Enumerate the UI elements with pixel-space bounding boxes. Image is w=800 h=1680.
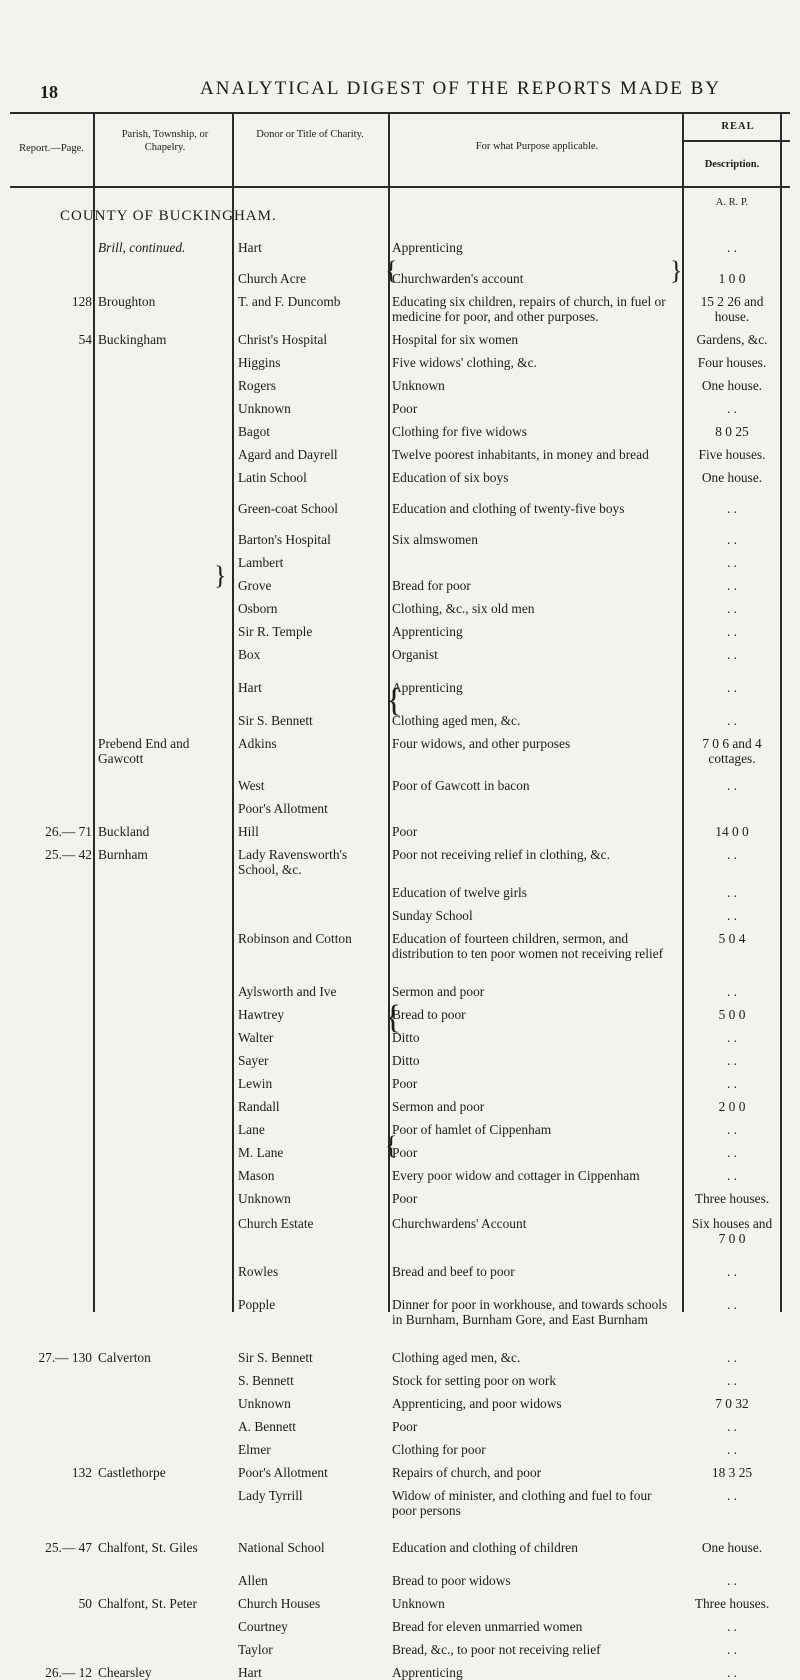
real-description: . . [726,1030,738,1045]
purpose-text: Four widows, and other purposes [392,736,571,751]
real-description: . . [726,1122,738,1137]
real-description: 5 0 0 [718,1007,746,1022]
purpose-text: Unknown [392,378,445,393]
brace: } [214,561,227,590]
header-purpose: For what Purpose applicable. [475,141,599,152]
purpose-text: Apprenticing [392,624,463,639]
report-page: 128 [71,294,92,309]
report-page: 132 [71,1465,92,1480]
donor-name: Grove [238,578,272,593]
real-description: 2 0 0 [718,1099,746,1114]
purpose-text: Poor [392,1145,418,1160]
real-description: . . [726,1297,738,1312]
purpose-text: Clothing for five widows [392,424,528,439]
donor-name: Hart [238,680,262,695]
donor-name: Green-coat School [238,501,339,516]
real-description: Three houses. [694,1191,770,1206]
donor-name: Higgins [238,355,281,370]
purpose-text: Poor not receiving relief in clothing, &c. [392,847,610,862]
purpose-text: Churchwarden's account [392,271,524,286]
brace: { [385,999,402,1036]
real-description: 7 0 6 and 4 cottages. [702,736,762,766]
real-description: . . [726,1619,738,1634]
donor-name: Church Estate [238,1216,314,1231]
col-rule-5 [780,112,782,1312]
real-description: 18 3 25 [711,1465,753,1480]
running-head: ANALYTICAL DIGEST OF THE REPORTS MADE BY [200,78,722,99]
purpose-text: Widow of minister, and clothing and fuel to four poor persons [392,1488,652,1518]
donor-name: Barton's Hospital [238,532,331,547]
purpose-text: Education of six boys [392,470,509,485]
parish-name: Buckingham [98,332,167,347]
report-page: 54 [78,332,92,347]
real-description: . . [726,1642,738,1657]
real-description: . . [726,1168,738,1183]
header-donor: Donor or Title of Charity. [256,129,364,140]
real-description: 7 0 32 [715,1396,749,1411]
real-description: 15 2 26 and house. [700,294,764,324]
purpose-text: Dinner for poor in workhouse, and towards schools in Burnham, Burnham Gore, and East Burnham [392,1297,668,1327]
purpose-text: Clothing for poor [392,1442,486,1457]
donor-name: Mason [238,1168,275,1183]
real-description: . . [726,501,738,516]
purpose-text: Clothing aged men, &c. [392,713,521,728]
donor-name: Christ's Hospital [238,332,328,347]
real-description: . . [726,778,738,793]
real-description: . . [726,984,738,999]
real-description: 14 0 0 [715,824,749,839]
purpose-text: Bread for poor [392,578,471,593]
parish-name: Castlethorpe [98,1465,166,1480]
purpose-text: Bread, &c., to poor not receiving relief [392,1642,601,1657]
header-description: Description. [704,159,760,170]
purpose-text: Clothing aged men, &c. [392,1350,521,1365]
donor-name: A. Bennett [238,1419,297,1434]
donor-name: Box [238,647,261,662]
real-description: . . [726,713,738,728]
real-description: . . [726,624,738,639]
donor-name: S. Bennett [238,1373,294,1388]
donor-name: Courtney [238,1619,288,1634]
donor-name: Poor's Allotment [238,1465,328,1480]
header-real: REAL [721,121,755,132]
brace: { [385,1131,398,1160]
real-description: 8 0 25 [715,424,749,439]
real-description: . . [726,680,738,695]
donor-name: Adkins [238,736,277,751]
real-description: Gardens, &c. [696,332,768,347]
donor-name: Randall [238,1099,280,1114]
donor-name: Sir S. Bennett [238,1350,313,1365]
purpose-text: Repairs of church, and poor [392,1465,542,1480]
purpose-text: Poor [392,1076,418,1091]
parish-name: Prebend End and Gawcott [98,736,190,766]
real-description: . . [726,1419,738,1434]
real-description: . . [726,1665,738,1680]
donor-name: Popple [238,1297,276,1312]
donor-name: Elmer [238,1442,271,1457]
parish-name: Burnham [98,847,148,862]
donor-name: Lady Tyrrill [238,1488,303,1503]
real-description: . . [726,847,738,862]
parish-name: Chalfont, St. Peter [98,1596,197,1611]
real-description: . . [726,532,738,547]
donor-name: Unknown [238,1191,291,1206]
purpose-text: Organist [392,647,438,662]
real-description: . . [726,1053,738,1068]
report-page: 26.— 71 [45,824,92,839]
brace: { [386,682,403,719]
donor-name: Unknown [238,401,291,416]
report-page: 26.— 12 [45,1665,92,1680]
donor-name: Lane [238,1122,265,1137]
donor-name: Lady Ravensworth's School, &c. [238,847,348,877]
purpose-text: Five widows' clothing, &c. [392,355,537,370]
donor-name: Latin School [238,470,307,485]
real-description: One house. [701,378,763,393]
page-number: 18 [40,82,58,102]
real-description: 1 0 0 [718,271,746,286]
real-description: . . [726,401,738,416]
purpose-text: Poor [392,824,418,839]
purpose-text: Apprenticing, and poor widows [392,1396,562,1411]
donor-name: Allen [238,1573,268,1588]
table-top-rule [10,112,790,114]
purpose-text: Sunday School [392,908,473,923]
purpose-text: Apprenticing [392,680,463,695]
purpose-text: Poor [392,1419,418,1434]
header-units: A. R. P. [715,197,749,208]
purpose-text: Churchwardens' Account [392,1216,527,1231]
donor-name: Rogers [238,378,276,393]
parish-name: Calverton [98,1350,151,1365]
donor-name: Sayer [238,1053,269,1068]
real-description: Five houses. [698,447,766,462]
purpose-text: Education and clothing of children [392,1540,578,1555]
brace: } [670,256,683,285]
parish-name: Chalfont, St. Giles [98,1540,198,1555]
parish-name: Buckland [98,824,150,839]
header-parish: Parish, Township, or Chapelry. [121,129,209,153]
real-description: . . [726,1076,738,1091]
county-heading: COUNTY OF BUCKINGHAM. [60,208,277,224]
donor-name: Robinson and Cotton [238,931,352,946]
real-description: 5 0 4 [718,931,746,946]
donor-name: Hawtrey [238,1007,285,1022]
real-description: One house. [701,470,763,485]
purpose-text: Poor [392,1191,418,1206]
purpose-text: Apprenticing [392,240,463,255]
donor-name: Taylor [238,1642,273,1657]
purpose-text: Bread to poor [392,1007,466,1022]
donor-name: Sir S. Bennett [238,713,313,728]
real-description: One house. [701,1540,763,1555]
purpose-text: Bread to poor widows [392,1573,511,1588]
purpose-text: Every poor widow and cottager in Cippenham [392,1168,640,1183]
purpose-text: Bread for eleven unmarried women [392,1619,583,1634]
donor-name: Unknown [238,1396,291,1411]
purpose-text: Poor [392,401,418,416]
real-description: . . [726,555,738,570]
donor-name: Hart [238,1665,262,1680]
real-description: Six houses and 7 0 0 [691,1216,773,1246]
col-rule-4 [682,112,684,1312]
donor-name: Church Houses [238,1596,321,1611]
real-description: . . [726,1442,738,1457]
donor-name: Agard and Dayrell [238,447,338,462]
report-page: 25.— 42 [45,847,92,862]
real-description: . . [726,908,738,923]
real-description: . . [726,1145,738,1160]
donor-name: Walter [238,1030,274,1045]
col-rule-2 [232,112,234,1312]
donor-name: Lewin [238,1076,273,1091]
purpose-text: Education and clothing of twenty-five boys [392,501,625,516]
parish-name: Brill, continued. [98,240,186,255]
purpose-text: Education of fourteen children, sermon, and distribution to ten poor women not receiving relief [392,931,664,961]
brace: { [385,256,398,285]
report-page: 50 [78,1596,92,1611]
real-description: . . [726,1573,738,1588]
real-description: . . [726,601,738,616]
purpose-text: Ditto [392,1053,420,1068]
real-description: . . [726,885,738,900]
donor-name: Aylsworth and Ive [238,984,337,999]
donor-name: National School [238,1540,325,1555]
purpose-text: Hospital for six women [392,332,519,347]
donor-name: Lambert [238,555,284,570]
real-description: . . [726,1373,738,1388]
header-report-page: Report.—Page. [19,143,84,154]
donor-name: T. and F. Duncomb [238,294,341,309]
donor-name: Church Acre [238,271,307,286]
col-rule-1 [93,112,95,1312]
report-page: 27.— 130 [38,1350,92,1365]
real-description: . . [726,647,738,662]
parish-name: Broughton [98,294,156,309]
real-description: . . [726,1488,738,1503]
purpose-text: Poor of Gawcott in bacon [392,778,530,793]
donor-name: Hart [238,240,262,255]
report-page: 25.— 47 [45,1540,92,1555]
donor-name: M. Lane [238,1145,284,1160]
purpose-text: Education of twelve girls [392,885,527,900]
donor-name: West [238,778,265,793]
real-description: . . [726,578,738,593]
purpose-text: Apprenticing [392,1665,463,1680]
real-description: . . [726,1350,738,1365]
purpose-text: Sermon and poor [392,1099,485,1114]
purpose-text: Poor of hamlet of Cippenham [392,1122,552,1137]
real-header-rule [682,140,790,142]
donor-name: Sir R. Temple [238,624,313,639]
real-description: Three houses. [694,1596,770,1611]
header-bottom-rule [10,186,790,188]
donor-name: Poor's Allotment [238,801,328,816]
real-description: . . [726,1264,738,1279]
purpose-text: Bread and beef to poor [392,1264,515,1279]
purpose-text: Six almswomen [392,532,478,547]
parish-name: Chearsley [98,1665,152,1680]
purpose-text: Educating six children, repairs of church, in fuel or medicine for poor, and other purposes. [392,294,666,324]
donor-name: Osborn [238,601,278,616]
purpose-text: Clothing, &c., six old men [392,601,535,616]
donor-name: Hill [238,824,259,839]
purpose-text: Unknown [392,1596,445,1611]
real-description: Four houses. [697,355,767,370]
donor-name: Bagot [238,424,270,439]
purpose-text: Sermon and poor [392,984,485,999]
donor-name: Rowles [238,1264,279,1279]
real-description: . . [726,240,738,255]
purpose-text: Stock for setting poor on work [392,1373,557,1388]
purpose-text: Ditto [392,1030,420,1045]
purpose-text: Twelve poorest inhabitants, in money and bread [392,447,649,462]
